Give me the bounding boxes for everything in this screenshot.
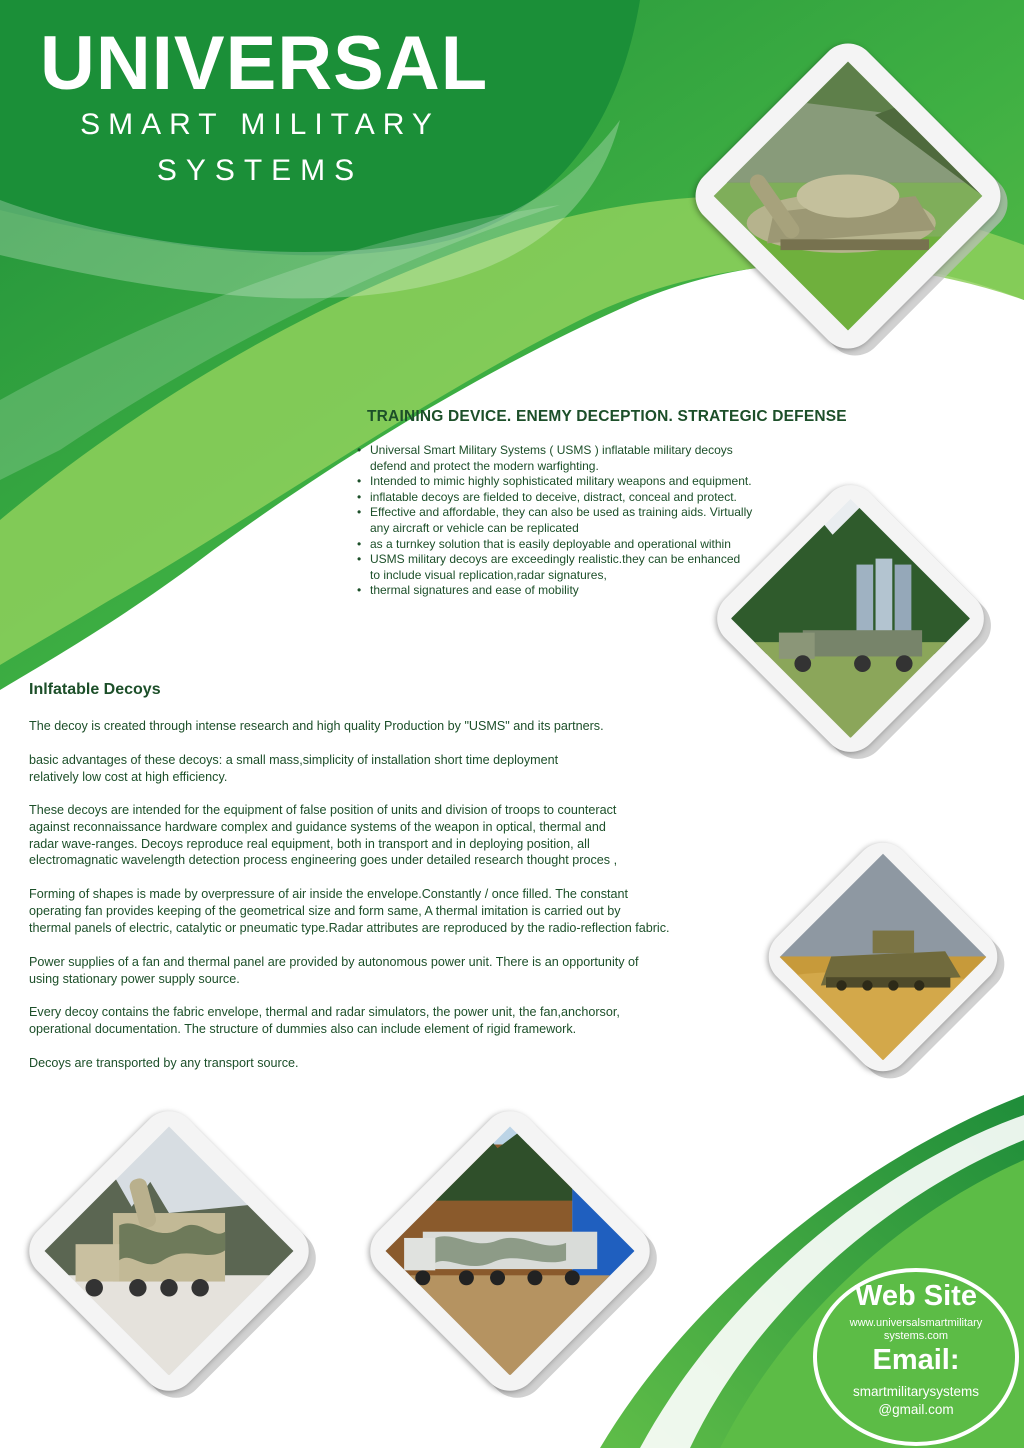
email-line: @gmail.com <box>878 1402 954 1417</box>
decoy-photo-transporter <box>386 1127 634 1375</box>
body-line: Decoys are transported by any transport source. <box>29 1056 299 1070</box>
website-heading: Web Site <box>855 1280 977 1312</box>
body-line: These decoys are intended for the equipment of false position of units and division of troops to counteract <box>29 803 617 817</box>
email-line: smartmilitarysystems <box>852 1384 979 1399</box>
body-line: operating fan provides keeping of the geometrical size and form same, A thermal imitation is carried out by <box>29 903 621 918</box>
body-line: radar wave-ranges. Decoys reproduce real equipment, both in transport and in deploying position, all <box>29 836 590 851</box>
body-line: Power supplies of a fan and thermal panel are provided by autonomous power unit. There is an opportunity of <box>29 955 639 969</box>
body-line: using stationary power supply source. <box>29 971 240 986</box>
decoy-photo-launcher-frame <box>748 516 953 721</box>
body-line: electromagnatic wavelength detection process engineering goes under detailed research thought proces , <box>29 853 618 868</box>
feature-text: USMS military decoys are exceedingly realistic.they can be enhanced <box>370 552 741 567</box>
body-line: thermal panels of electric, catalytic or pneumatic type.Radar attributes are reproduced by the radio-reflection fabric. <box>29 920 670 935</box>
feature-text: thermal signatures and ease of mobility <box>370 583 579 598</box>
decoy-photo-apc-frame <box>794 868 972 1046</box>
tagline: TRAINING DEVICE. ENEMY DECEPTION. STRATEGIC DEFENSE <box>367 408 847 425</box>
feature-item: • Universal Smart Military Systems ( USMS ) inflatable military decoys <box>357 443 733 457</box>
feature-item: • Effective and affordable, they can also be used as training aids. Virtually <box>357 505 753 520</box>
brand-subtitle-2: SYSTEMS <box>156 154 364 187</box>
decoy-photo-apc <box>780 854 986 1060</box>
body-paragraph-3 <box>29 802 759 869</box>
decoy-photo-tank <box>713 61 982 330</box>
feature-text: inflatable decoys are fielded to deceive, distract, conceal and protect. <box>370 489 737 504</box>
body-paragraph-7 <box>29 1055 759 1072</box>
email-heading: Email: <box>872 1344 960 1376</box>
body-paragraph-6 <box>29 1004 759 1038</box>
feature-text: any aircraft or vehicle can be replicated <box>370 520 579 535</box>
feature-text: Universal Smart Military Systems ( USMS ) inflatable military decoys <box>370 443 733 457</box>
feature-item: • thermal signatures and ease of mobility <box>357 583 579 598</box>
section-title: Inlfatable Decoys <box>29 681 161 698</box>
feature-item: • USMS military decoys are exceedingly realistic.they can be enhanced <box>357 552 741 567</box>
contact-badge <box>813 1268 1019 1446</box>
feature-text: Intended to mimic highly sophisticated military weapons and equipment. <box>370 474 752 489</box>
body-line: operational documentation. The structure of dummies also can include element of rigid framework. <box>29 1021 577 1036</box>
website-url-line: www.universalsmartmilitary <box>849 1317 983 1329</box>
body-paragraph-2 <box>29 752 759 786</box>
feature-item-continued <box>357 459 817 475</box>
feature-item: • Intended to mimic highly sophisticated military weapons and equipment. <box>357 474 752 489</box>
body-line: Forming of shapes is made by overpressure of air inside the envelope.Constantly / once filled. The constant <box>29 887 628 901</box>
feature-text: Effective and affordable, they can also be used as training aids. Virtually <box>370 505 753 520</box>
body-paragraph-1 <box>29 718 759 735</box>
body-paragraph-5 <box>29 954 759 988</box>
website-link[interactable] <box>821 1317 1011 1343</box>
decoy-photo-radar-truck <box>45 1127 293 1375</box>
body-line: The decoy is created through intense research and high quality Production by "USMS" and its partners. <box>29 719 604 733</box>
decoy-photo-tank-frame <box>732 80 964 312</box>
website-url-line: systems.com <box>883 1330 949 1342</box>
decoy-photo-transporter-frame <box>403 1144 617 1358</box>
feature-text: as a turnkey solution that is easily deployable and operational within <box>370 536 731 551</box>
feature-text: to include visual replication,radar signatures, <box>370 567 607 582</box>
feature-item: • as a turnkey solution that is easily deployable and operational within <box>357 536 731 551</box>
decoy-photo-launcher <box>732 500 970 738</box>
body-line: basic advantages of these decoys: a small mass,simplicity of installation short time deployment <box>29 753 559 767</box>
body-paragraph-4 <box>29 886 759 936</box>
brand-subtitle: SMART MILITARY <box>80 108 440 141</box>
email-link[interactable] <box>817 1383 1015 1419</box>
body-line: Every decoy contains the fabric envelope, thermal and radar simulators, the power unit, the fan,anchorsor, <box>29 1005 620 1019</box>
feature-item: • inflatable decoys are fielded to deceive, distract, conceal and protect. <box>357 489 737 504</box>
body-line: against reconnaissance hardware complex and guidance systems of the weapon in optical, thermal and <box>29 819 606 834</box>
brand-title: UNIVERSAL <box>40 21 489 106</box>
decoy-photo-radar-truck-frame <box>62 1144 276 1358</box>
feature-text: defend and protect the modern warfighting. <box>370 458 599 473</box>
body-line: relatively low cost at high efficiency. <box>29 769 228 784</box>
